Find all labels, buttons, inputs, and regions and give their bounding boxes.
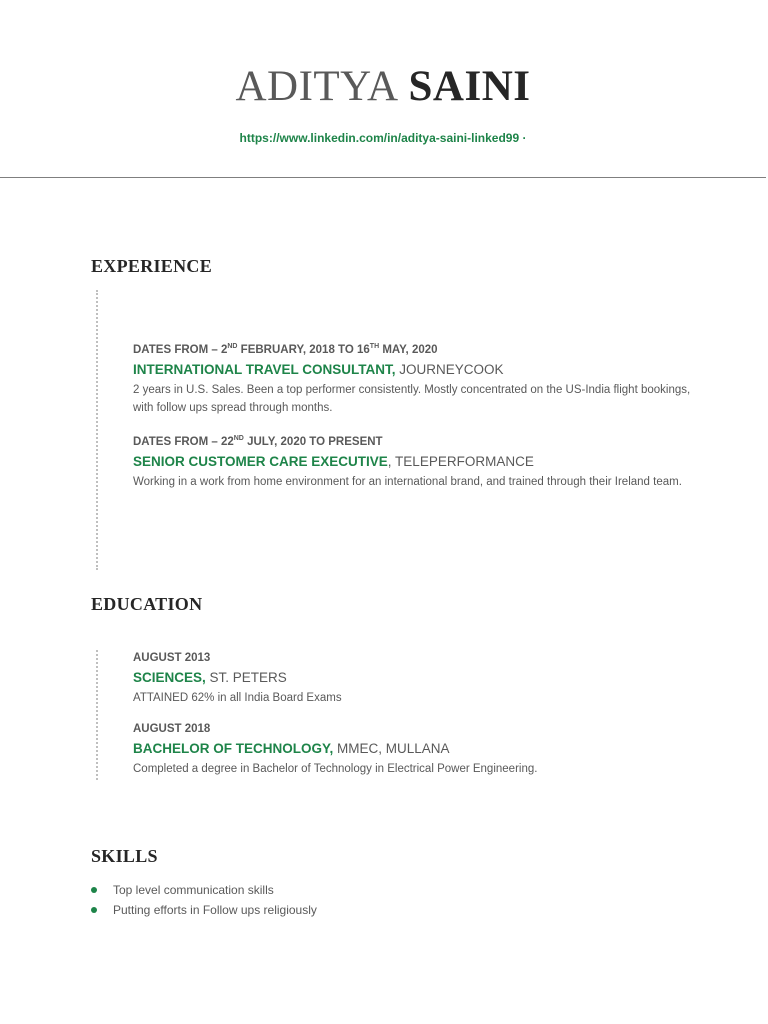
last-name: SAINI [408, 63, 531, 110]
skills-list [91, 880, 317, 920]
experience-date: DATES FROM – 2ND FEBRUARY, 2018 TO 16TH MAY, 2020 [133, 343, 438, 356]
experience-description: Working in a work from home environment for an international brand, and trained through their Ireland team. [133, 476, 682, 488]
experience-entry [133, 339, 693, 417]
skill-text: Putting efforts in Follow ups religiously [113, 903, 317, 917]
degree-title: SCIENCES, [133, 670, 206, 685]
education-date: AUGUST 2018 [133, 723, 211, 735]
education-description: ATTAINED 62% in all India Board Exams [133, 692, 342, 704]
experience-role [133, 360, 693, 380]
job-title: SENIOR CUSTOMER CARE EXECUTIVE [133, 454, 388, 469]
education-heading: EDUCATION [91, 594, 203, 614]
education-degree [133, 739, 693, 759]
education-timeline [96, 650, 98, 780]
experience-description: 2 years in U.S. Sales. Been a top performer consistently. Mostly concentrated on the US-India flight bookings, with follow ups spread through months. [133, 384, 691, 414]
skill-text: Top level communication skills [113, 883, 274, 897]
first-name: ADITYA [235, 63, 399, 110]
experience-timeline [96, 290, 98, 570]
experience-entry [133, 431, 693, 491]
education-degree [133, 668, 693, 688]
company-name: JOURNEYCOOK [395, 362, 504, 377]
resume-name [0, 62, 766, 111]
company-name: , TELEPERFORMANCE [387, 454, 534, 469]
experience-date: DATES FROM – 22ND JULY, 2020 TO PRESENT [133, 435, 383, 448]
education-date: AUGUST 2013 [133, 652, 211, 664]
school-name: ST. PETERS [205, 670, 287, 685]
education-entry [133, 651, 693, 707]
school-name: MMEC, MULLANA [333, 741, 450, 756]
header-divider [0, 177, 766, 178]
linkedin-link[interactable]: https://www.linkedin.com/in/aditya-saini-linked99 · [239, 131, 527, 145]
experience-role [133, 452, 693, 472]
skills-heading: SKILLS [91, 846, 158, 866]
bullet-icon [91, 907, 97, 913]
education-description: Completed a degree in Bachelor of Technology in Electrical Power Engineering. [133, 763, 538, 775]
education-entry [133, 722, 693, 778]
degree-title: BACHELOR OF TECHNOLOGY, [133, 741, 334, 756]
experience-heading: EXPERIENCE [91, 256, 213, 276]
job-title: INTERNATIONAL TRAVEL CONSULTANT, [133, 362, 396, 377]
list-item [91, 880, 317, 900]
list-item [91, 900, 317, 920]
bullet-icon [91, 887, 97, 893]
